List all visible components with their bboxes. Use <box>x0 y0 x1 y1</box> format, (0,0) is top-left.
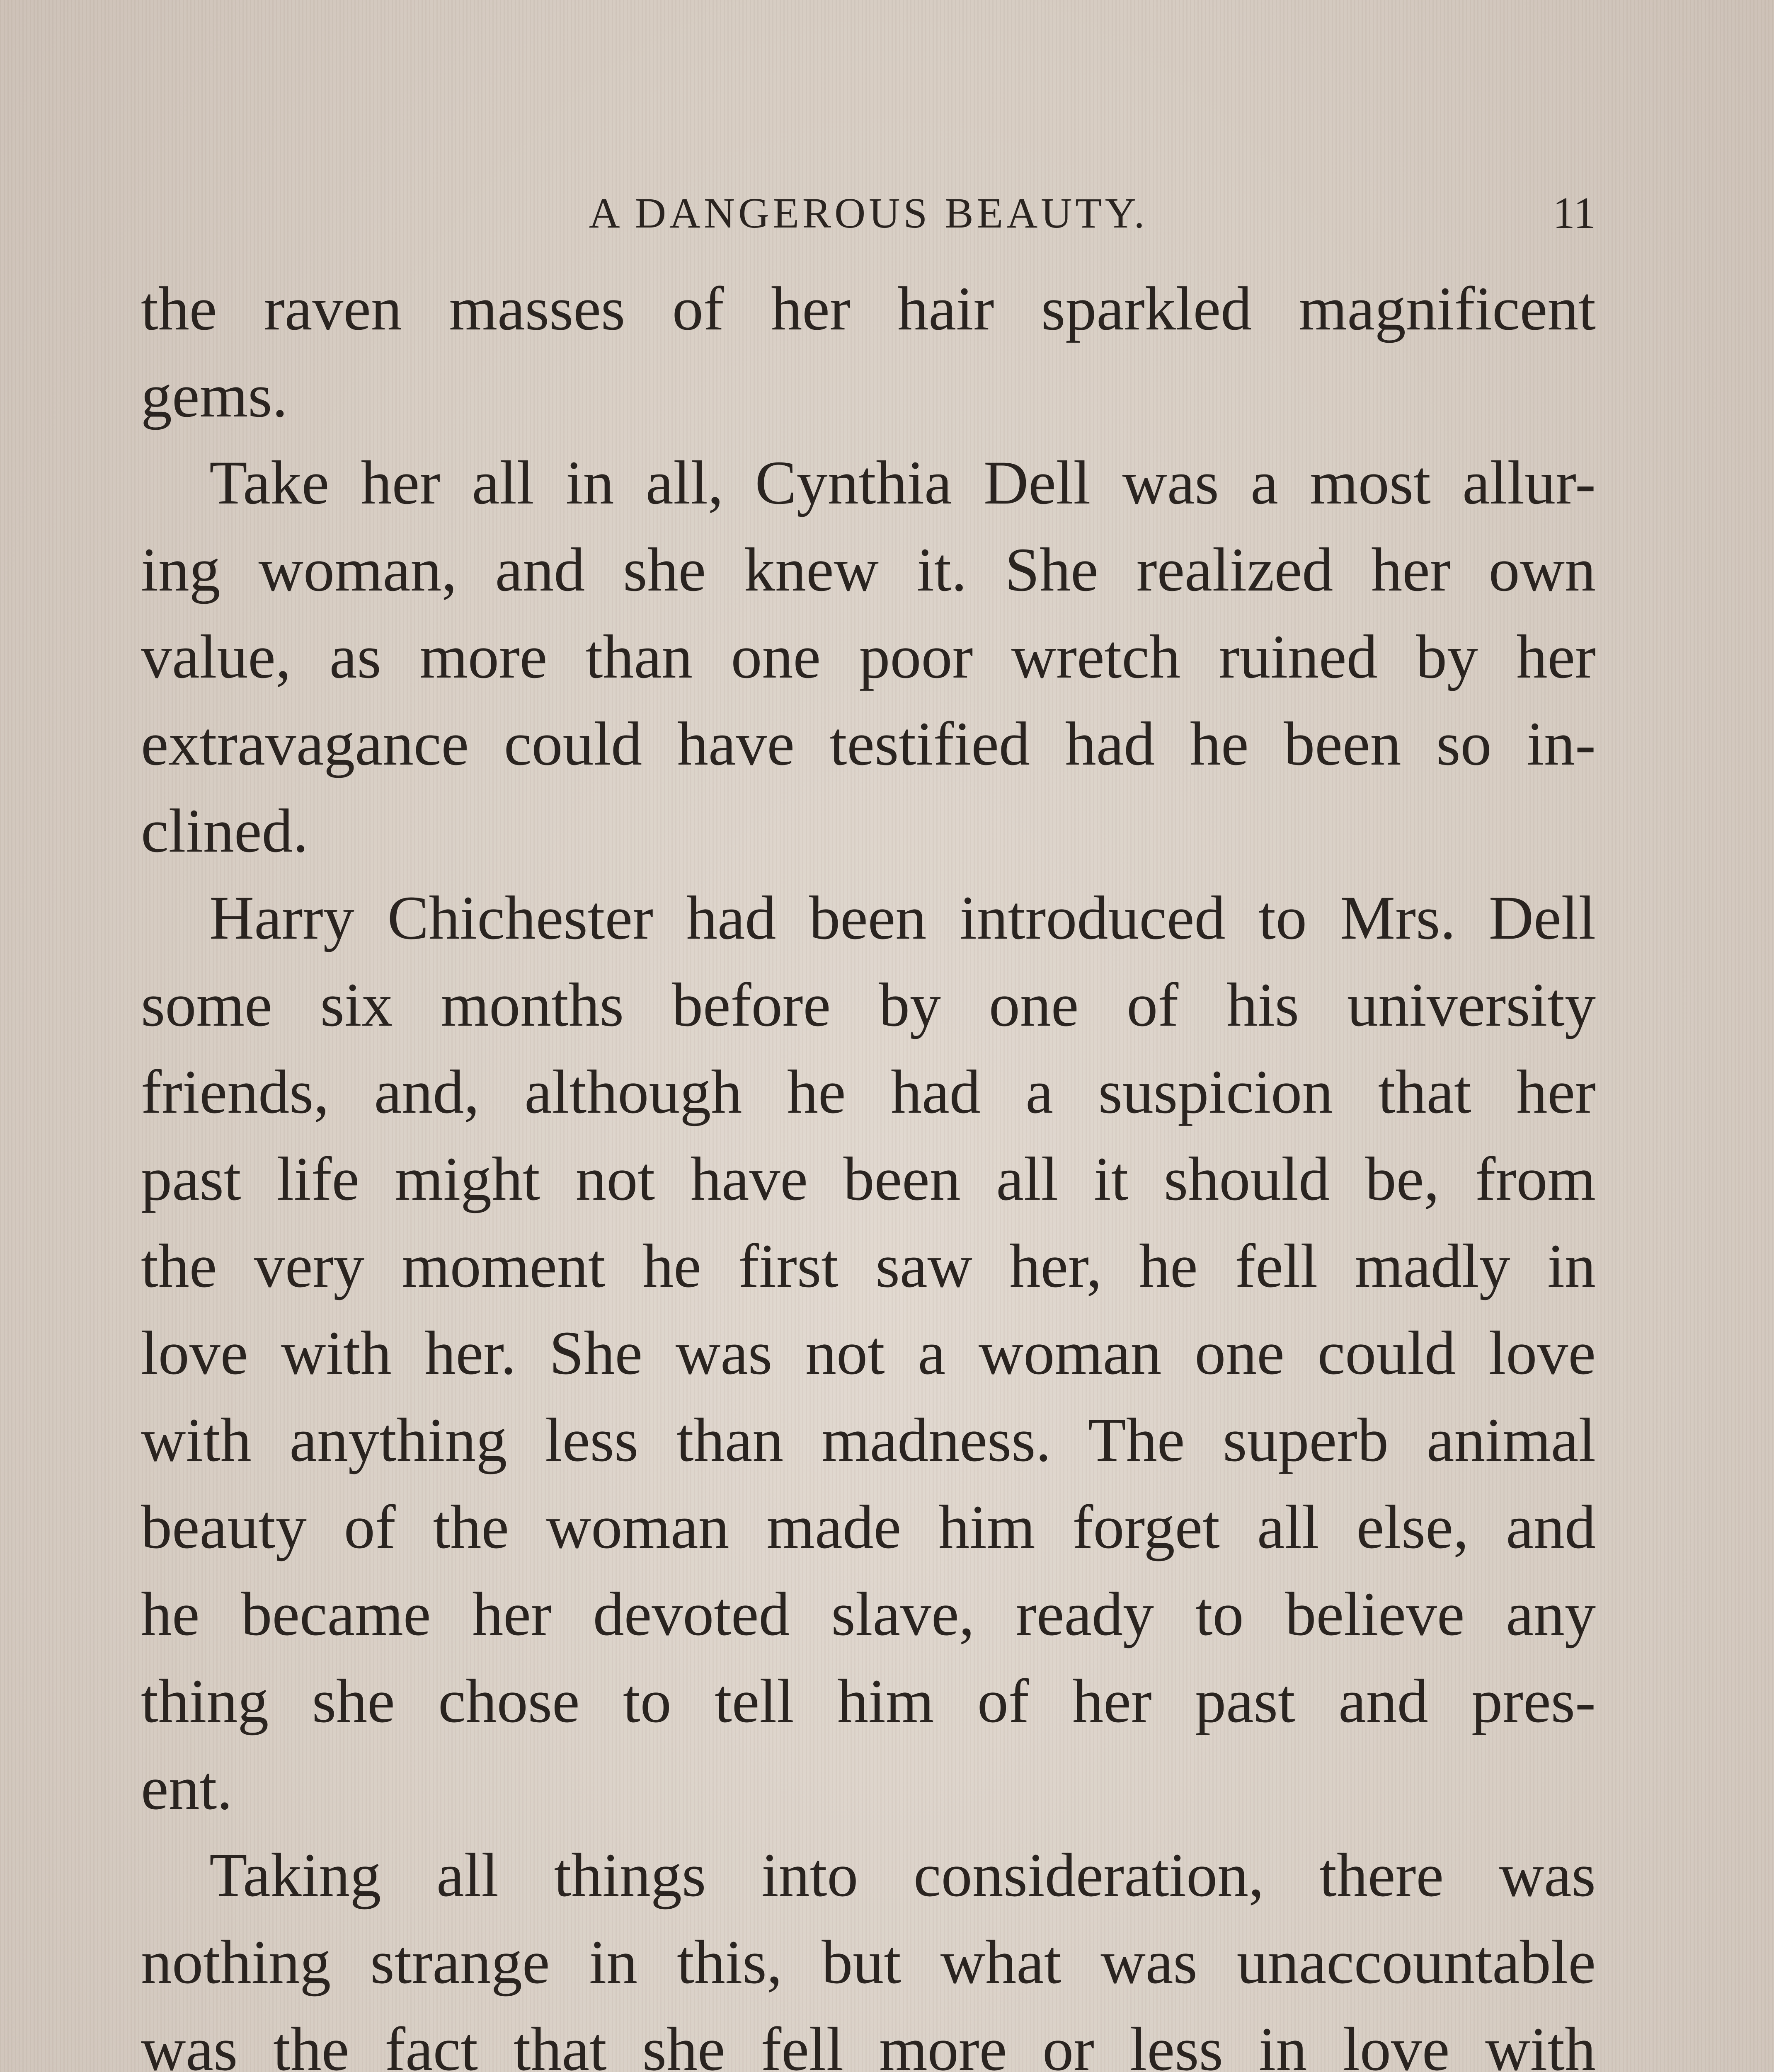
text-line: the very moment he first saw her, he fell madly in <box>141 1232 1596 1300</box>
text-line: Taking all things into consideration, there was <box>209 1841 1596 1910</box>
text-line: past life might not have been all it should be, from <box>141 1145 1596 1213</box>
text-line: he became her devoted slave, ready to believe any <box>141 1580 1596 1648</box>
text-line: thing she chose to tell him of her past and pres- <box>141 1667 1596 1736</box>
text-line: friends, and, although he had a suspicion that her <box>141 1058 1596 1126</box>
text-line: value, as more than one poor wretch ruined by her <box>141 622 1596 691</box>
text-line: extravagance could have testified had he been so in- <box>141 709 1596 778</box>
text-line: some six months before by one of his university <box>141 971 1596 1039</box>
text-line: nothing strange in this, but what was unaccountable <box>141 1928 1596 1997</box>
text-line: Take her all in all, Cynthia Dell was a most allur- <box>209 448 1596 517</box>
text-line: gems. <box>141 361 288 430</box>
text-line: clined. <box>141 796 309 865</box>
text-line: ing woman, and she knew it. She realized her own <box>141 535 1596 604</box>
text-line: with anything less than madness. The superb animal <box>141 1406 1596 1474</box>
text-line: ent. <box>141 1754 233 1823</box>
text-line: the raven masses of her hair sparkled magnificent <box>141 274 1596 343</box>
running-head <box>141 178 1596 249</box>
running-title: A DANGEROUS BEAUTY. <box>589 189 1148 237</box>
page-number: 11 <box>1553 189 1596 238</box>
body-text <box>141 265 1596 2072</box>
text-line: love with her. She was not a woman one could love <box>141 1319 1596 1387</box>
text-line: was the fact that she fell more or less in love with <box>141 2015 1596 2072</box>
text-line: beauty of the woman made him forget all else, and <box>141 1493 1596 1561</box>
text-line: Harry Chichester had been introduced to Mrs. Dell <box>209 884 1596 952</box>
